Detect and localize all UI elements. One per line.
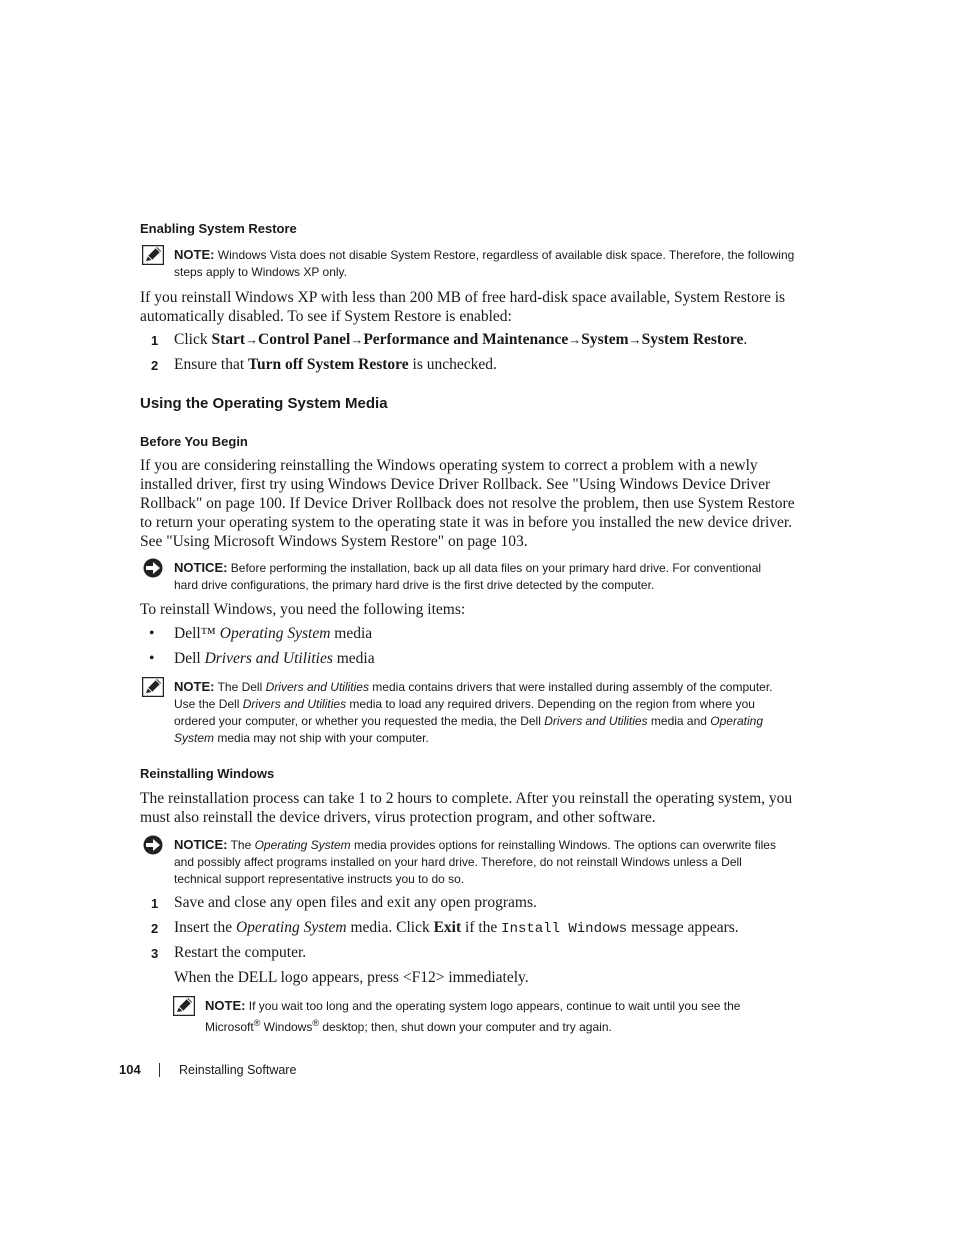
arrow-icon: → bbox=[350, 332, 364, 347]
step-number: 2 bbox=[151, 921, 159, 936]
note-pencil-icon bbox=[142, 677, 164, 697]
note-text-italic: Drivers and Utilities bbox=[265, 680, 369, 694]
paragraph-system-restore-disabled: If you reinstall Windows XP with less than 200 MB of free hard-disk space available, System Restore is automatically disabled. To see if System Restore is enabled: bbox=[140, 289, 786, 325]
note-vista-system-restore bbox=[174, 246, 814, 281]
step-number: 2 bbox=[151, 358, 159, 373]
notice-text: The bbox=[230, 838, 255, 852]
paragraph-items-intro: To reinstall Windows, you need the following items: bbox=[140, 601, 466, 618]
note-text-italic: Drivers and Utilities bbox=[544, 714, 648, 728]
note-text: media may not ship with your computer. bbox=[214, 731, 429, 745]
notice-text: media provides options for reinstalling Windows. The options can overwrite files bbox=[350, 838, 776, 852]
code-install-windows: Install Windows bbox=[501, 921, 628, 937]
step-number: 1 bbox=[151, 896, 159, 911]
bullet-mark: • bbox=[149, 625, 155, 642]
note-text: media to load any required drivers. Depending on the region from where you bbox=[346, 697, 755, 711]
notice-label: NOTICE: bbox=[174, 837, 228, 852]
notice-text-italic: Operating System bbox=[254, 838, 351, 852]
step-insert-os-media bbox=[174, 919, 739, 937]
step-text-pre: Ensure that bbox=[174, 356, 249, 373]
menu-path-system-restore: System Restore bbox=[641, 331, 744, 348]
registered-mark: ® bbox=[312, 1018, 319, 1028]
notice-line: and possibly affect programs installed on your hard drive. Therefore, do not reinstall Windows unless a Dell bbox=[174, 855, 742, 869]
step-press-f12: When the DELL logo appears, press <F12> immediately. bbox=[174, 969, 529, 986]
paragraph-reinstall-duration bbox=[140, 789, 830, 827]
button-label-exit: Exit bbox=[433, 919, 462, 936]
paragraph-line: must also reinstall the device drivers, virus protection program, and other software. bbox=[140, 809, 656, 826]
note-text: Use the Dell bbox=[174, 697, 243, 711]
note-drivers-utilities bbox=[174, 678, 824, 747]
bullet-text-post: media bbox=[330, 625, 373, 642]
note-text-italic: Drivers and Utilities bbox=[242, 697, 347, 711]
step-text: media. Click bbox=[346, 919, 434, 936]
bullet-drivers-utilities-media bbox=[174, 650, 375, 668]
notice-arrow-icon bbox=[142, 558, 164, 578]
notice-arrow-icon bbox=[142, 835, 164, 855]
step-text-post: . bbox=[743, 331, 748, 348]
note-text: The Dell bbox=[217, 680, 266, 694]
note-text: desktop; then, shut down your computer and try again. bbox=[318, 1020, 612, 1034]
paragraph-line: The reinstallation process can take 1 to 2 hours to complete. After you reinstall the operating system, you bbox=[140, 790, 793, 807]
note-text: media and bbox=[647, 714, 711, 728]
arrow-icon: → bbox=[628, 332, 642, 347]
bullet-text-pre: Dell™ bbox=[174, 625, 220, 642]
menu-path-system: System bbox=[581, 331, 629, 348]
paragraph-line: See "Using Microsoft Windows System Restore" on page 103. bbox=[140, 533, 528, 550]
bullet-mark: • bbox=[149, 650, 155, 667]
note-pencil-icon bbox=[173, 996, 195, 1016]
notice-backup-data bbox=[174, 559, 824, 594]
bullet-text-post: media bbox=[332, 650, 375, 667]
note-text: media contains drivers that were installed during assembly of the computer. bbox=[368, 680, 773, 694]
note-text: If you wait too long and the operating system logo appears, continue to wait until you see the bbox=[248, 999, 741, 1013]
note-text: Windows bbox=[260, 1020, 313, 1034]
paragraph-line: Rollback" on page 100. If Device Driver Rollback does not resolve the problem, then use System Restore bbox=[140, 495, 795, 512]
paragraph-line: installed driver, first try using Windows Device Driver Rollback. See "Using Windows Device Driver bbox=[140, 476, 771, 493]
step-number: 3 bbox=[151, 946, 159, 961]
step-text: if the bbox=[461, 919, 502, 936]
notice-label: NOTICE: bbox=[174, 560, 228, 575]
step-ensure-unchecked bbox=[174, 356, 497, 374]
menu-path-performance-maintenance: Performance and Maintenance bbox=[363, 331, 569, 348]
bullet-text-italic: Drivers and Utilities bbox=[204, 650, 333, 667]
heading-enabling-system-restore: Enabling System Restore bbox=[140, 221, 297, 236]
bullet-text-pre: Dell bbox=[174, 650, 205, 667]
arrow-icon: → bbox=[568, 332, 582, 347]
step-text-italic: Operating System bbox=[235, 919, 347, 936]
step-restart-computer: Restart the computer. bbox=[174, 944, 307, 961]
heading-before-you-begin: Before You Begin bbox=[140, 434, 248, 449]
notice-line: Before performing the installation, back up all data files on your primary hard drive. For conventional bbox=[230, 561, 762, 575]
registered-mark: ® bbox=[253, 1018, 261, 1028]
arrow-icon: → bbox=[245, 332, 259, 347]
note-pencil-icon bbox=[142, 245, 164, 265]
step-text-post: message appears. bbox=[627, 919, 739, 936]
heading-reinstalling-windows: Reinstalling Windows bbox=[140, 766, 275, 781]
menu-path-start: Start bbox=[211, 331, 246, 348]
note-text: ordered your computer, or whether you requested the media, the Dell bbox=[174, 714, 545, 728]
note-body: Windows Vista does not disable System Restore, regardless of available disk space. Therefore, the following steps apply to Windows XP only. bbox=[174, 248, 795, 279]
note-wait-for-desktop bbox=[205, 997, 825, 1036]
note-text: Microsoft bbox=[205, 1020, 254, 1034]
footer-chapter-title: Reinstalling Software bbox=[179, 1063, 297, 1077]
step-text-pre: Insert the bbox=[174, 919, 236, 936]
page-number: 104 bbox=[119, 1062, 141, 1077]
step-click-system-restore-path bbox=[174, 331, 747, 349]
note-text-italic: System bbox=[174, 731, 215, 745]
note-label: NOTE: bbox=[174, 247, 215, 262]
step-text-post: is unchecked. bbox=[408, 356, 497, 373]
notice-line: technical support representative instructs you to do so. bbox=[174, 872, 465, 886]
notice-overwrite-files bbox=[174, 836, 824, 888]
paragraph-line: If you are considering reinstalling the Windows operating system to correct a problem with a newly bbox=[140, 457, 758, 474]
step-number: 1 bbox=[151, 333, 159, 348]
paragraph-line: to return your operating system to the operating state it was in before you installed the new device driver. bbox=[140, 514, 793, 531]
bullet-text-italic: Operating System bbox=[219, 625, 331, 642]
menu-path-control-panel: Control Panel bbox=[258, 331, 351, 348]
note-text-italic: Operating bbox=[710, 714, 763, 728]
step-text-pre: Click bbox=[174, 331, 212, 348]
note-label: NOTE: bbox=[174, 679, 215, 694]
paragraph-driver-rollback bbox=[140, 456, 830, 551]
step-save-close-files: Save and close any open files and exit any open programs. bbox=[174, 894, 537, 911]
bullet-os-media bbox=[174, 625, 372, 643]
footer-separator bbox=[159, 1063, 160, 1077]
note-label: NOTE: bbox=[205, 998, 246, 1013]
notice-line: hard drive configurations, the primary hard drive is the first drive detected by the computer. bbox=[174, 578, 655, 592]
heading-using-os-media: Using the Operating System Media bbox=[140, 395, 388, 412]
option-turn-off-system-restore: Turn off System Restore bbox=[248, 356, 409, 373]
